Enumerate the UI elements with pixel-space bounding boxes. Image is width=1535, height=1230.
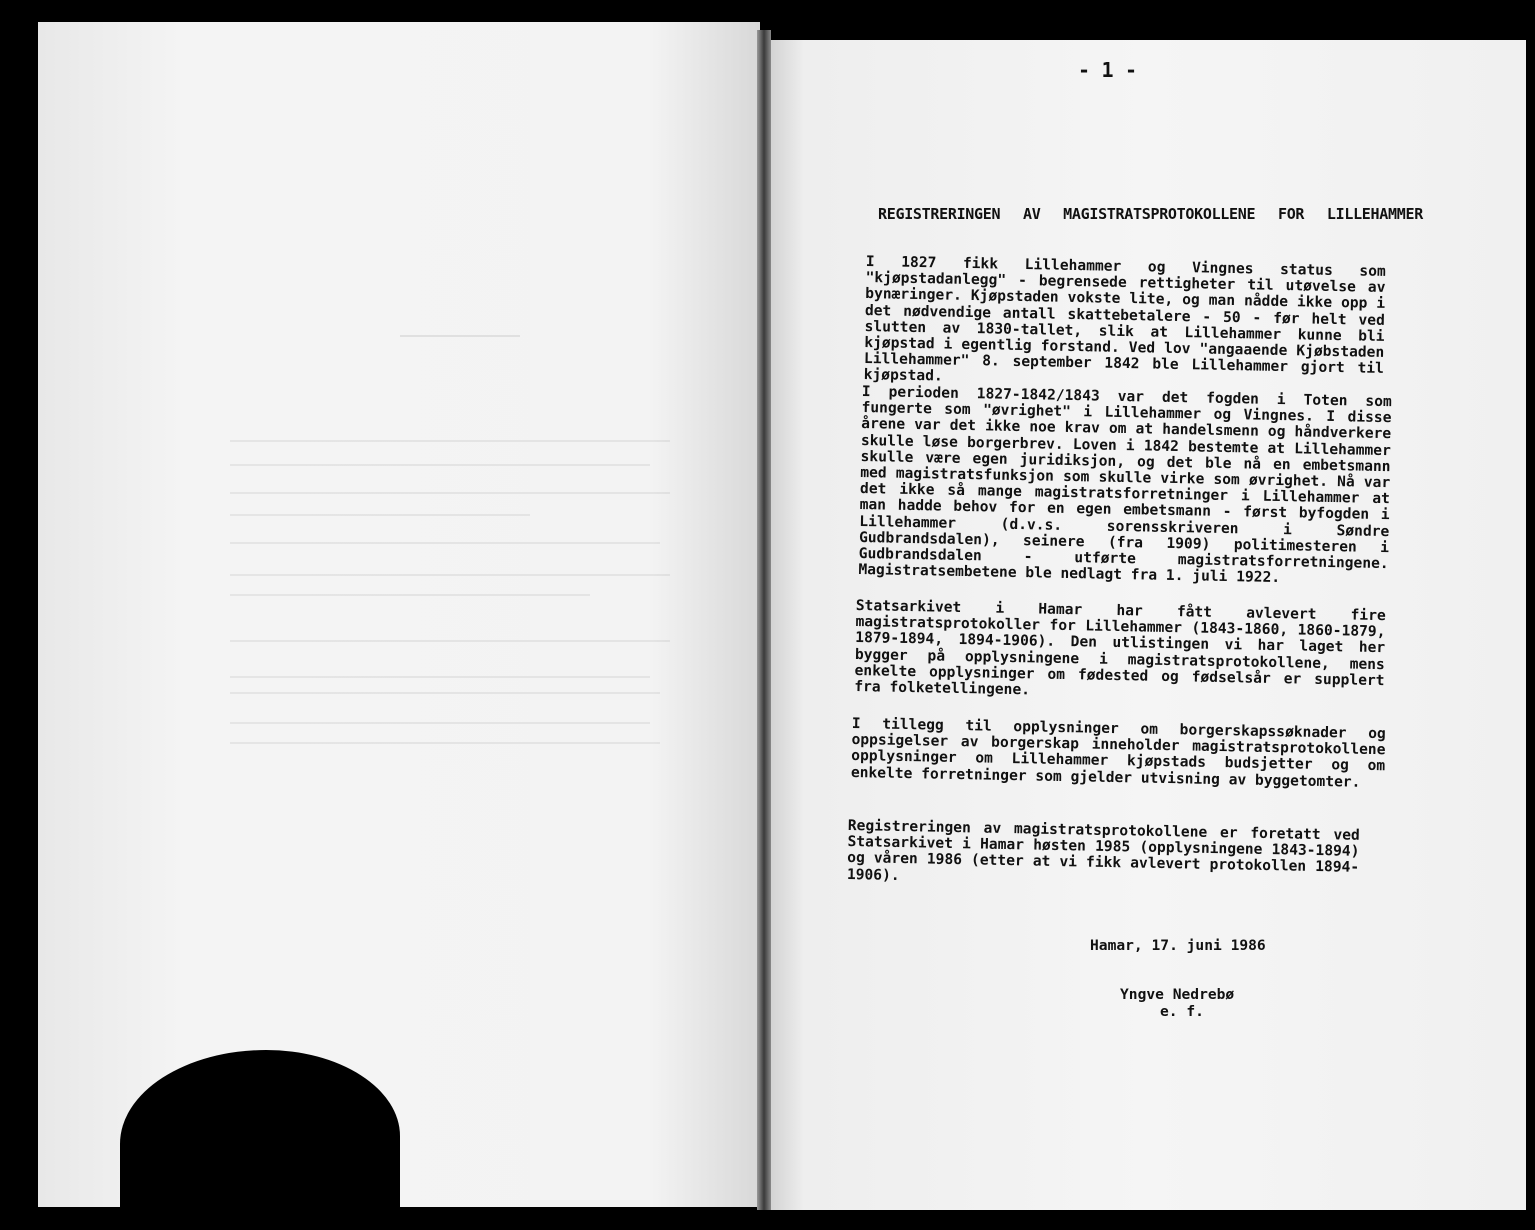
paragraph-2: I perioden 1827-1842/1843 var det fogden i Toten som fungerte som "øvrighet" i Lillehammer og Vingnes. I disse årene var det ikke noe krav om at handelsmenn og håndverkere skulle løse borgerbrev. Loven i 1842 bestemte at Lillehammer skulle være egen juridiksjon, og det ble nå en embetsmann med magistratsfunksjon som skulle virke som øvrighet. Nå var det ikke så mange magistratsforretninger i Lillehammer at man hadde behov for en egen embetsmann - først byfogden i Lillehammer (d.v.s. sorensskriveren i Søndre Gudbrandsdalen), seinere (fra 1909) politimesteren i Gudbrandsdalen - utførte magistratsforretningene. Magistratsembetene ble nedlagt fra 1. juli 1922. xyxy=(858,383,1392,587)
document-title: REGISTRERINGEN AV MAGISTRATSPROTOKOLLENE FOR LILLEHAMMER xyxy=(878,205,1423,223)
place-date: Hamar, 17. juni 1986 xyxy=(1090,937,1266,954)
book-spine xyxy=(757,30,771,1210)
paragraph-1: I 1827 fikk Lillehammer og Vingnes status som "kjøpstadanlegg" - begrensede rettigheter til utøvelse av bynæringer. Kjøpstaden vokste lite, og man nådde ikke opp i det nødvendige antall skattebetalere - 50 - før helt ved slutten av 1830-tallet, slik at Lillehammer kunne bli kjøpstad i egentlig forstand. Ved lov "angaaende Kjøbstaden Lillehammer" 8. september 1842 ble Lillehammer gjort til kjøpstad. xyxy=(863,253,1386,385)
signatory-name: Yngve Nedrebø xyxy=(1120,986,1235,1003)
paragraph-4: I tillegg til opplysninger om borgerskapssøknader og oppsigelser av borgerskap inneholder magistratsprotokollene opplysninger om Lillehammer kjøpstads budsjetter og om enkelte forretninger som gjelder utvisning av byggetomter. xyxy=(850,715,1386,791)
left-page xyxy=(38,22,760,1207)
paragraph-5: Registreringen av magistratsprotokollene er foretatt ved Statsarkivet i Hamar høsten 1985 (opplysningene 1843-1894) og våren 1986 (etter at vi fikk avlevert protokollen 1894-1906). xyxy=(846,817,1360,884)
finger-shadow xyxy=(120,1050,400,1230)
paragraph-3: Statsarkivet i Hamar har fått avlevert fire magistratsprotokoller for Lillehammer (1843-1860, 1860-1879, 1879-1894, 1894-1906). Den utlistingen vi har laget her bygger på opplysningene i magistratsprotokollene, mens enkelte opplysninger om fødested og fødselsår er supplert fra folketellingene. xyxy=(854,597,1386,699)
signatory-suffix: e. f. xyxy=(1160,1003,1204,1020)
page-number: - 1 - xyxy=(1078,58,1137,82)
